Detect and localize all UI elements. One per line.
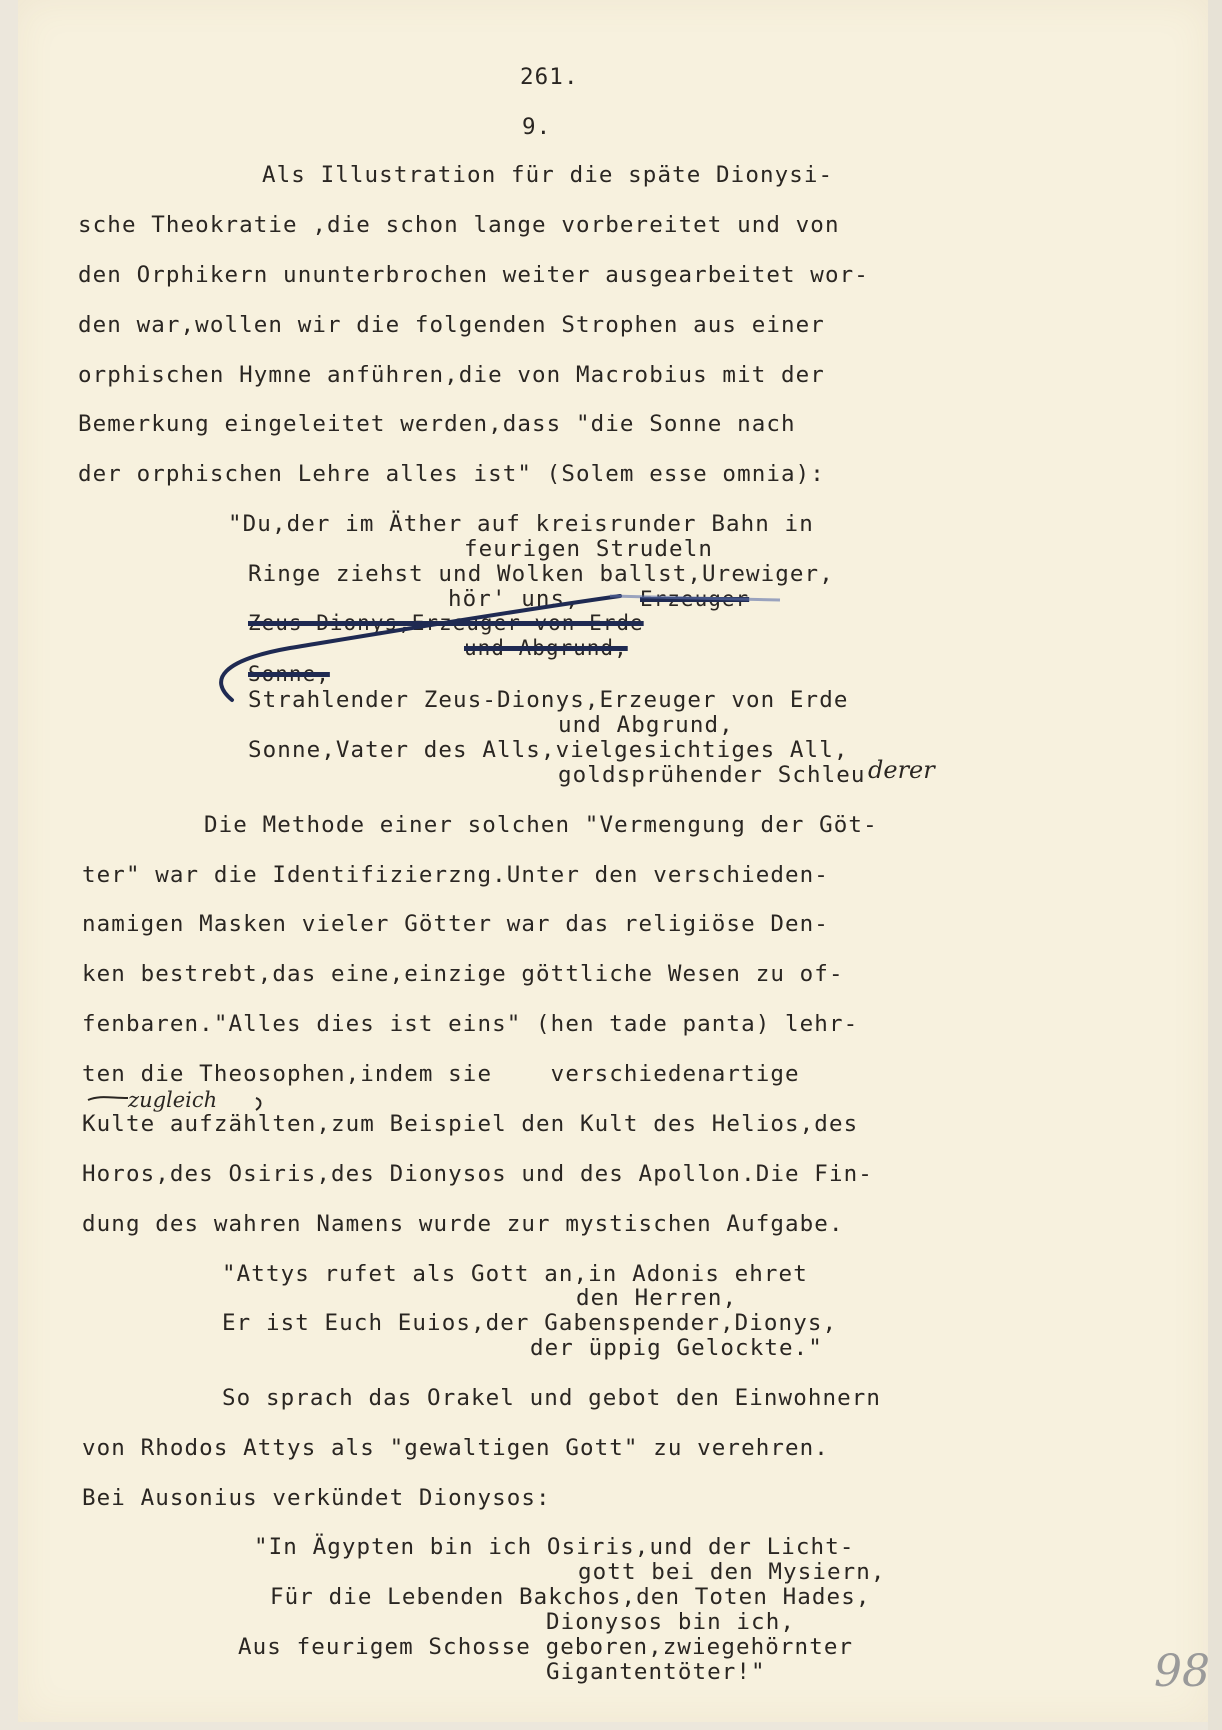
hymn-1-line-8: goldsprühender Schleu xyxy=(558,762,866,788)
hymn-2-line-3: Er ist Euch Euios,der Gabenspender,Dionys, xyxy=(222,1310,838,1336)
hymn-3-line-2: gott bei den Mysiern, xyxy=(578,1559,886,1585)
struck-line-3: und Abgrund, xyxy=(464,636,628,660)
paragraph-1-line-3: den Orphikern ununterbrochen weiter ausgearbeitet wor- xyxy=(78,262,869,288)
archive-number: 98 xyxy=(1154,1646,1210,1697)
hymn-3-line-5: Aus feurigem Schosse geboren,zwiegehörnter xyxy=(238,1634,854,1660)
paragraph-1-line-2: sche Theokratie ,die schon lange vorbereitet und von xyxy=(78,212,840,238)
paragraph-2-line-1: Die Methode einer solchen "Vermengung der Göt- xyxy=(204,812,878,838)
paragraph-1-line-4: den war,wollen wir die folgenden Strophen aus einer xyxy=(78,312,825,338)
hymn-3-line-3: Für die Lebenden Bakchos,den Toten Hades, xyxy=(270,1584,871,1610)
hymn-1-line-4: hör' uns, xyxy=(448,586,580,612)
paragraph-1-line-6: Bemerkung eingeleitet werden,dass "die Sonne nach xyxy=(78,411,796,437)
paragraph-3-line-2: von Rhodos Attys als "gewaltigen Gott" zu verehren. xyxy=(82,1435,829,1461)
paragraph-3-line-3: Bei Ausonius verkündet Dionysos: xyxy=(82,1485,551,1511)
hymn-2-line-2: den Herren, xyxy=(576,1285,738,1311)
paragraph-3-line-1: So sprach das Orakel und gebot den Einwohnern xyxy=(222,1385,882,1411)
section-number: 9. xyxy=(522,114,552,140)
paragraph-2-line-4: ken bestrebt,das eine,einzige göttliche Wesen zu of- xyxy=(82,961,844,987)
hymn-1-line-6: und Abgrund, xyxy=(558,712,734,738)
paragraph-2-line-9: dung des wahren Namens wurde zur mystischen Aufgabe. xyxy=(82,1211,844,1237)
paragraph-2-line-8: Horos,des Osiris,des Dionysos und des Apollon.Die Fin- xyxy=(82,1161,873,1187)
hymn-2-line-1: "Attys rufet als Gott an,in Adonis ehret xyxy=(222,1261,808,1287)
hymn-3-line-4: Dionysos bin ich, xyxy=(546,1609,795,1635)
paragraph-2-line-3: namigen Masken vieler Götter war das religiöse Den- xyxy=(82,911,829,937)
hymn-3-line-6: Gigantentöter!" xyxy=(546,1659,766,1685)
hymn-1-line-7: Sonne,Vater des Alls,vielgesichtiges All, xyxy=(248,737,849,763)
paragraph-1-line-7: der orphischen Lehre alles ist" (Solem esse omnia): xyxy=(78,461,825,487)
hymn-3-line-1: "In Ägypten bin ich Osiris,und der Licht- xyxy=(254,1534,855,1560)
paragraph-2-line-7: Kulte aufzählten,zum Beispiel den Kult des Helios,des xyxy=(82,1111,859,1137)
paragraph-1-line-1: Als Illustration für die späte Dionysi- xyxy=(262,162,834,188)
hymn-1-line-2: feurigen Strudeln xyxy=(464,536,713,562)
handwritten-insert-zugleich: zugleich xyxy=(128,1088,218,1112)
struck-line-1: Erzeuger xyxy=(640,587,750,611)
handwritten-correction-schleuderer: derer xyxy=(868,756,935,784)
hymn-1-line-1: "Du,der im Äther auf kreisrunder Bahn in xyxy=(228,511,814,537)
hymn-2-line-4: der üppig Gelockte." xyxy=(530,1335,823,1361)
struck-line-2: Zeus-Dionys,Erzeuger von Erde xyxy=(248,611,644,635)
hymn-1-line-3: Ringe ziehst und Wolken ballst,Urewiger, xyxy=(248,561,834,587)
hymn-1-line-5: Strahlender Zeus-Dionys,Erzeuger von Erde xyxy=(248,687,849,713)
paragraph-2-line-5: fenbaren."Alles dies ist eins" (hen tade panta) lehr- xyxy=(82,1011,859,1037)
paragraph-1-line-5: orphischen Hymne anführen,die von Macrobius mit der xyxy=(78,362,825,388)
paragraph-2-line-2: ter" war die Identifizierzng.Unter den verschieden- xyxy=(82,862,829,888)
paragraph-2-line-6: ten die Theosophen,indem sie verschiedenartige xyxy=(82,1061,800,1087)
page-number: 261. xyxy=(520,64,579,90)
struck-line-4: Sonne, xyxy=(248,662,330,686)
